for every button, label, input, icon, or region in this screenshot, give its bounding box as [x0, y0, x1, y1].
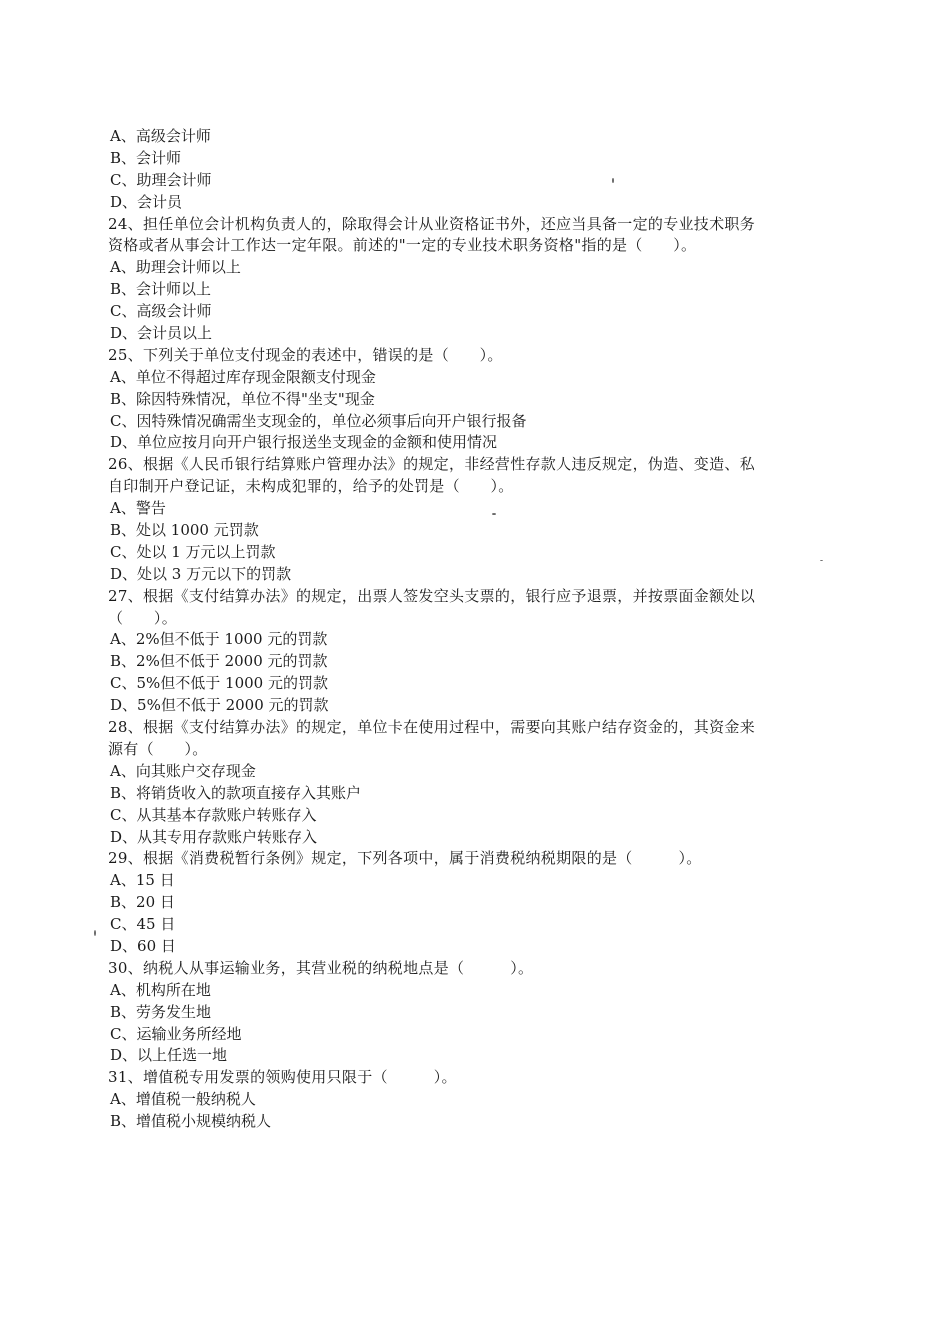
question-31-text: 31、增值税专用发票的领购使用只限于（ ）。 — [108, 1068, 457, 1087]
option-line: D、单位应按月向开户银行报送坐支现金的金额和使用情况 — [110, 433, 498, 452]
option-line: B、会计师 — [110, 148, 182, 167]
option-line: D、会计员 — [110, 192, 183, 211]
option-line: D、以上任选一地 — [110, 1046, 228, 1065]
option-line: B、会计师以上 — [110, 280, 212, 299]
option-line: A、助理会计师以上 — [110, 258, 241, 277]
question-28-text: 28、根据《支付结算办法》的规定，单位卡在使用过程中，需要向其账户结存资金的，其资金来 — [108, 718, 755, 737]
scan-speck — [94, 930, 96, 936]
option-line: A、15 日 — [110, 871, 175, 890]
question-24-text: 24、担任单位会计机构负责人的，除取得会计从业资格证书外，还应当具备一定的专业技术职务 — [108, 214, 755, 233]
option-line: B、增值税小规模纳税人 — [110, 1112, 272, 1131]
option-line: B、将销货收入的款项直接存入其账户 — [110, 783, 362, 802]
option-line: D、会计员以上 — [110, 324, 213, 343]
option-line: D、从其专用存款账户转账存入 — [110, 827, 318, 846]
question-26-text: 自印制开户登记证，未构成犯罪的，给予的处罚是（ ）。 — [108, 477, 514, 496]
question-30-text: 30、纳税人从事运输业务，其营业税的纳税地点是（ ）。 — [108, 958, 534, 977]
option-line: C、从其基本存款账户转账存入 — [110, 805, 317, 824]
option-line: C、因特殊情况确需坐支现金的，单位必须事后向开户银行报备 — [110, 411, 527, 430]
exam-content — [108, 126, 828, 1133]
option-line: C、5%但不低于 1000 元的罚款 — [110, 674, 328, 693]
option-line: C、45 日 — [110, 915, 176, 934]
option-line: A、增值税一般纳税人 — [110, 1090, 256, 1109]
option-line: A、2%但不低于 1000 元的罚款 — [110, 630, 328, 649]
option-line: B、2%但不低于 2000 元的罚款 — [110, 652, 328, 671]
option-line: C、助理会计师 — [110, 170, 212, 189]
question-29-text: 29、根据《消费税暂行条例》规定，下列各项中，属于消费税纳税期限的是（ ）。 — [108, 849, 702, 868]
option-line: C、处以 1 万元以上罚款 — [110, 542, 276, 561]
option-line: D、5%但不低于 2000 元的罚款 — [110, 696, 329, 715]
option-line: C、运输业务所经地 — [110, 1024, 242, 1043]
question-25-text: 25、下列关于单位支付现金的表述中，错误的是（ ）。 — [108, 345, 503, 364]
question-27-text: （ ）。 — [108, 608, 178, 627]
option-line: B、劳务发生地 — [110, 1002, 212, 1021]
option-line: A、单位不得超过库存现金限额支付现金 — [110, 367, 376, 386]
option-line: B、除因特殊情况，单位不得"坐支"现金 — [110, 389, 375, 408]
option-line: A、警告 — [110, 499, 166, 518]
option-line: D、处以 3 万元以下的罚款 — [110, 564, 292, 583]
option-line: C、高级会计师 — [110, 302, 212, 321]
question-26-text: 26、根据《人民币银行结算账户管理办法》的规定，非经营性存款人违反规定，伪造、变造、私 — [108, 455, 755, 474]
option-line: A、高级会计师 — [110, 127, 211, 145]
question-28-text: 源有（ ）。 — [108, 739, 208, 758]
option-line: D、60 日 — [110, 936, 176, 955]
question-24-text: 资格或者从事会计工作达一定年限。前述的"一定的专业技术职务资格"指的是（ ）。 — [108, 236, 697, 255]
option-line: A、向其账户交存现金 — [110, 761, 256, 780]
option-line: B、处以 1000 元罚款 — [110, 521, 259, 540]
option-line: A、机构所在地 — [110, 980, 211, 999]
question-27-text: 27、根据《支付结算办法》的规定，出票人签发空头支票的，银行应予退票，并按票面金额处以 — [108, 586, 755, 605]
option-line: B、20 日 — [110, 893, 175, 912]
